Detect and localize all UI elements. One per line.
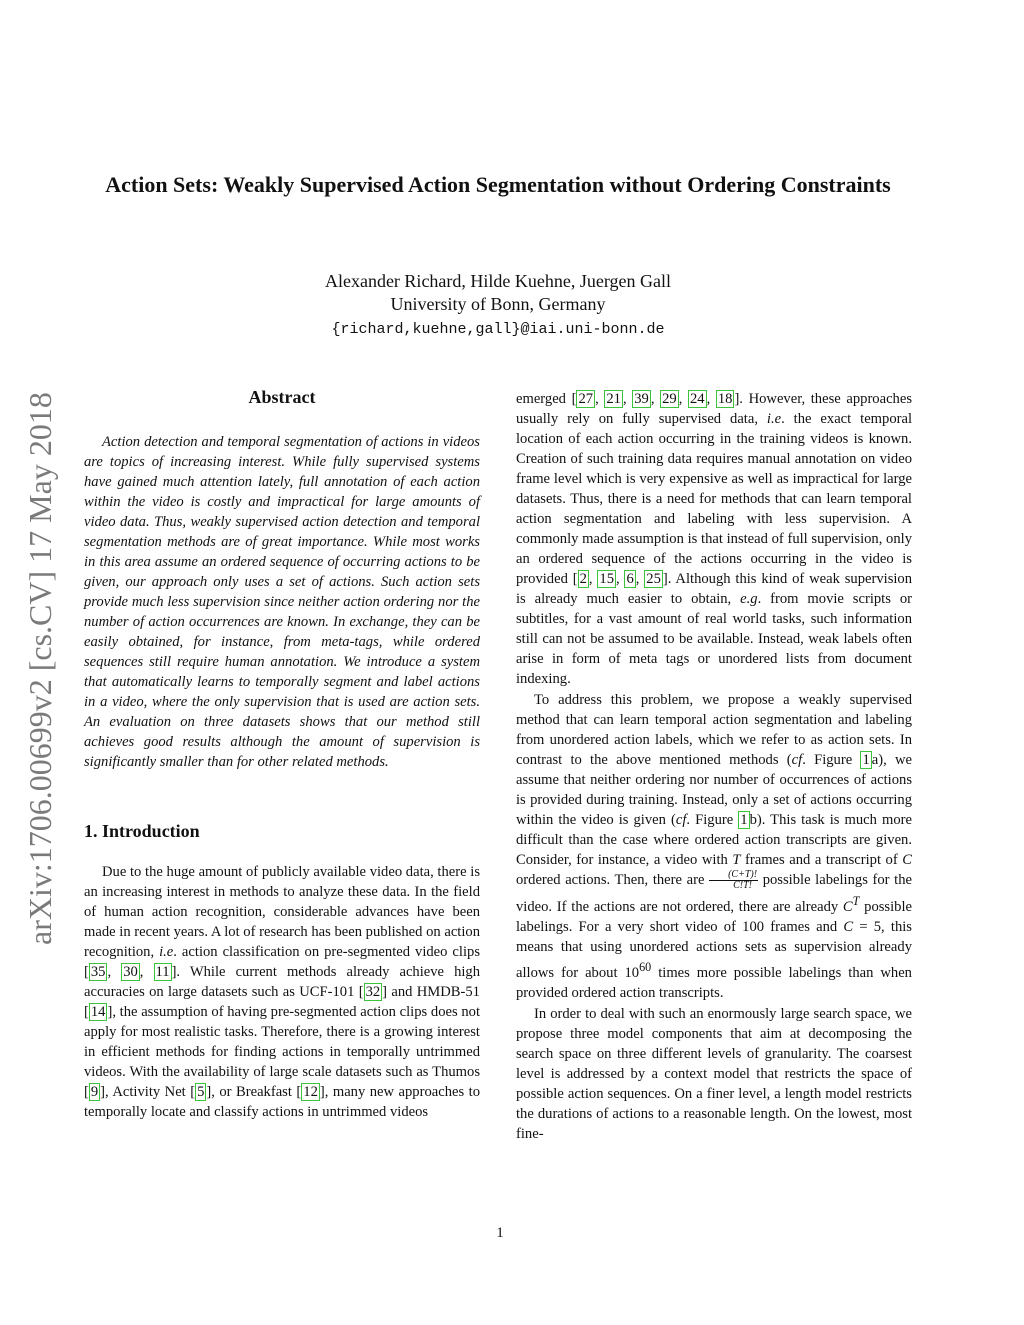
- intro-paragraph-3: In order to deal with such an enormously large search space, we propose three model components that aim at decomposing the search space on three different levels of granularity. The coarsest level is addressed by a context model that restricts the space of possible action sequences. On a finer level, a length model restricts the durations of actions to a reasonable length. On the lowest, most fine-: [516, 1005, 912, 1142]
- citation-link[interactable]: 11: [155, 964, 170, 980]
- citation-link[interactable]: 39: [634, 391, 649, 407]
- right-column: [516, 389, 912, 1145]
- citation-link[interactable]: 29: [662, 391, 677, 407]
- math-variable: C: [842, 899, 853, 916]
- citation-link[interactable]: 24: [689, 391, 705, 407]
- abstract-heading: Abstract: [248, 387, 316, 407]
- citation-link[interactable]: 12: [303, 1084, 318, 1100]
- figure-link[interactable]: 1: [862, 752, 870, 768]
- affiliation: University of Bonn, Germany: [390, 294, 606, 314]
- citation-link[interactable]: 6: [626, 571, 634, 587]
- math-variable: T: [732, 852, 741, 868]
- citation-link[interactable]: 14: [90, 1004, 106, 1020]
- arxiv-identifier[interactable]: arXiv:1706.00699v2 [cs.CV] 17 May 2018: [22, 392, 58, 945]
- math-variable: C: [843, 919, 854, 936]
- author-block: [200, 270, 796, 316]
- citation-link[interactable]: 5: [197, 1084, 205, 1100]
- intro-paragraph-2: To address this problem, we propose a weakly supervised method that can learn temporal action segmentation and labeling from unordered action labels, which we refer to as action sets. In contrast to the above mentioned methods (cf. Figure 1 a), we assume that neither ordering nor number of occurrences of actions is provided during training. Instead, only a set of actions occurring within the video is given (cf. Figure 1 b). This task is much more difficult than the case where ordered action transcripts are given. Consider, for instance, a video with T frames and a transcript of C ordered actions. Then, there are $\frac{(C+T)!}{C!T!}$ possible labelings for the video. If the actions are not ordered, there are already $C^T$ possible labelings. For a very short video of 100 frames and C = 5, this means that using unordered actions sets as supervision already allows for about $10^{60}$ times more possible labelings than when provided ordered action transcripts.: [516, 692, 912, 1001]
- citation-link[interactable]: 21: [606, 391, 621, 407]
- fraction-numerator: (C+T)!: [709, 870, 758, 881]
- math-variable: C: [902, 852, 912, 868]
- intro-paragraph-1-continued: emerged [ 27 , 21 , 39 , 29 , 24 , 18 ]. However, these approaches usually rely on fully supervised data, i.e. the exact temporal location of each action occurring in the training videos is known. Creation of such training data requires manual annotation on video frame level which is very expensive as well as impractical for large datasets. Thus, there is a need for methods that can learn temporal action segmentation and labeling with less supervision. A commonly made assumption is that instead of full supervision, only an ordered sequence of the actions occurring in the video is provided [ 2 , 15 , 6 , 25 ]. Although this kind of weak supervision is already much easier to obtain, e.g. from movie scripts or subtitles, for a vast amount of real world tasks, such information still can not be assumed to be available. Instead, weak labels often arise in form of meta tags or unordered lists from document indexing.: [516, 391, 913, 687]
- math-exponent: 60: [639, 960, 652, 975]
- citation-link[interactable]: 30: [123, 964, 138, 980]
- paper-title: Action Sets: Weakly Supervised Action Segmentation without Ordering Constraints: [105, 172, 891, 197]
- left-column: [84, 384, 480, 1123]
- math-exponent: T: [852, 894, 860, 909]
- citation-link[interactable]: 15: [599, 571, 614, 587]
- math-fraction: [709, 870, 758, 891]
- introduction-heading: 1. Introduction: [84, 821, 200, 841]
- citation-link[interactable]: 2: [579, 571, 587, 587]
- citation-link[interactable]: 9: [90, 1084, 99, 1100]
- citation-link[interactable]: 35: [90, 964, 106, 980]
- abstract-text: Action detection and temporal segmentation of actions in videos are topics of increasing interest. While fully supervised systems have gained much attention lately, full annotation of each action within the video is costly and impractical for large amounts of video data. Thus, weakly supervised action detection and temporal segmentation methods are of great importance. While most works in this area assume an ordered sequence of occurring actions to be given, our approach only uses a set of actions. Such action sets provide much less supervision since neither action ordering nor the number of action occurrences are known. In exchange, they can be easily obtained, for instance, from meta-tags, while ordered sequences still require human annotation. We introduce a system that automatically learns to temporally segment and label actions in a video, where the only supervision that is used are action sets. An evaluation on three datasets shows that our method still achieves good results although the amount of supervision is significantly smaller than for other related methods.: [84, 434, 480, 770]
- author-names: Alexander Richard, Hilde Kuehne, Juergen Gall: [324, 271, 672, 291]
- citation-link[interactable]: 32: [365, 984, 381, 1000]
- page-number: 1: [496, 1225, 504, 1241]
- intro-paragraph-1: Due to the huge amount of publicly available video data, there is an increasing interest in methods to analyze these data. In the field of human action recognition, considerable advances have been made in recent years. A lot of research has been published on action recognition, i.e. action classification on pre-segmented video clips [ 35 , 30 , 11 ]. While current methods already achieve high accuracies on large datasets such as UCF-101 [ 32 ] and HMDB-51 [ 14 ], the assumption of having pre-segmented action clips does not apply for most realistic tasks. Therefore, there is a growing interest in efficient methods for finding actions in temporally untrimmed videos. With the availability of large scale datasets such as Thumos [ 9 ], Activity Net [ 5 ], or Breakfast [ 12 ], many new approaches to temporally locate and classify actions in untrimmed videos: [84, 864, 481, 1120]
- author-email[interactable]: {richard,kuehne,gall}@iai.uni-bonn.de: [331, 321, 665, 338]
- citation-link[interactable]: 25: [646, 571, 661, 587]
- fraction-denominator: C!T!: [733, 880, 753, 892]
- citation-link[interactable]: 27: [578, 391, 594, 407]
- figure-link[interactable]: 1: [740, 812, 748, 828]
- citation-link[interactable]: 18: [717, 391, 733, 407]
